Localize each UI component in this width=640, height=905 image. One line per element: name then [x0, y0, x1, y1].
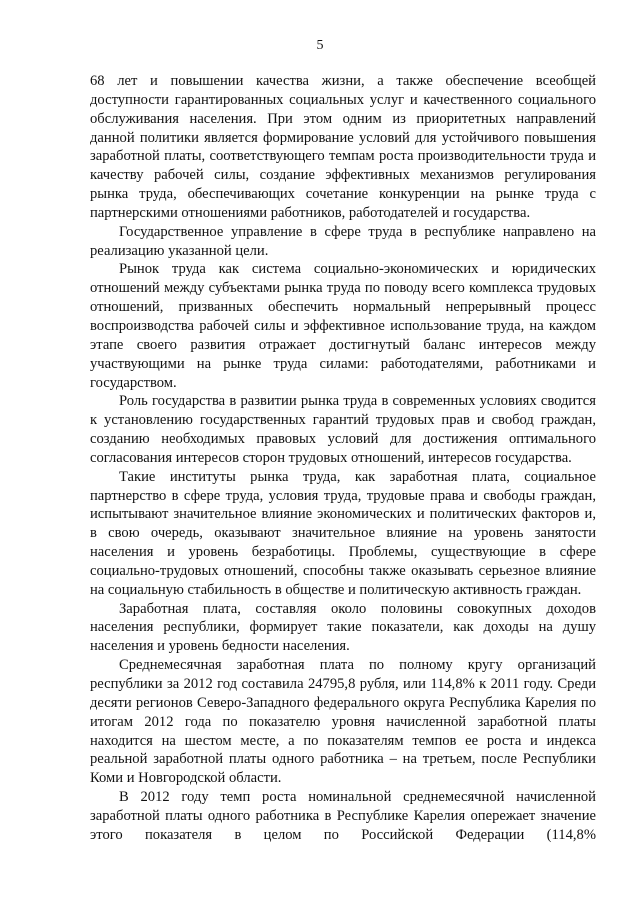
paragraph-1: 68 лет и повышении качества жизни, а также обеспечение всеобщей доступности гарантированных социальных услуг и качественного социального обслуживания населения. При этом одним из приоритетных направлений данной политики является формирование условий для устойчивого повышения заработной платы, соответствующего темпам роста производительности труда и качеству рабочей силы, создание эффективных механизмов регулирования рынка труда, обеспечивающих сочетание конкуренции на рынке труда с партнерскими отношениями работников, работодателей и государства. — [90, 73, 596, 221]
document-body — [90, 72, 596, 845]
paragraph-8: В 2012 году темп роста номинальной среднемесячной начисленной заработной платы одного работника в Республике Карелия опережает значение этого показателя в целом по Российской Федерации (114,8% — [90, 789, 596, 843]
paragraph-3: Рынок труда как система социально-экономических и юридических отношений между субъектами рынка труда по поводу всего комплекса трудовых отношений, призванных обеспечить нормальный непрерывный процесс воспроизводства рабочей силы и эффективное использование труда, на каждом этапе своего развития отражает достигнутый баланс интересов между участвующими на рынке труда силами: работодателями, работниками и государством. — [90, 261, 596, 391]
paragraph-2: Государственное управление в сфере труда в республике направлено на реализацию указанной цели. — [90, 223, 596, 259]
paragraph-5: Такие институты рынка труда, как заработная плата, социальное партнерство в сфере труда, условия труда, трудовые права и свободы граждан, испытывают значительное влияние экономических и политических факторов и, в свою очередь, оказывают значительное влияние на уровень занятости населения и уровень безработицы. Проблемы, существующие в сфере социально-трудовых отношений, способны также оказывать серьезное влияние на социальную стабильность в обществе и политическую активность граждан. — [90, 468, 596, 598]
paragraph-4: Роль государства в развитии рынка труда в современных условиях сводится к установлению государственных гарантий трудовых прав и свобод граждан, созданию необходимых правовых условий для достижения оптимального согласования интересов сторон трудовых отношений, интересов государства. — [90, 393, 596, 466]
paragraph-6: Заработная плата, составляя около половины совокупных доходов населения республики, формирует такие показатели, как доходы на душу населения и уровень бедности населения. — [90, 600, 596, 655]
page-number: 5 — [316, 38, 324, 53]
paragraph-7: Среднемесячная заработная плата по полному кругу организаций республики за 2012 год составила 24795,8 рубля, или 114,8% к 2011 году. Среди десяти регионов Северо-Западного федерального округа Республика Карелия по итогам 2012 года по показателю уровня начисленной заработной платы находится на шестом месте, а по показателям темпов ее роста и индекса реальной заработной платы одного работника – на третьем, после Республики Коми и Новгородской области. — [90, 657, 596, 787]
